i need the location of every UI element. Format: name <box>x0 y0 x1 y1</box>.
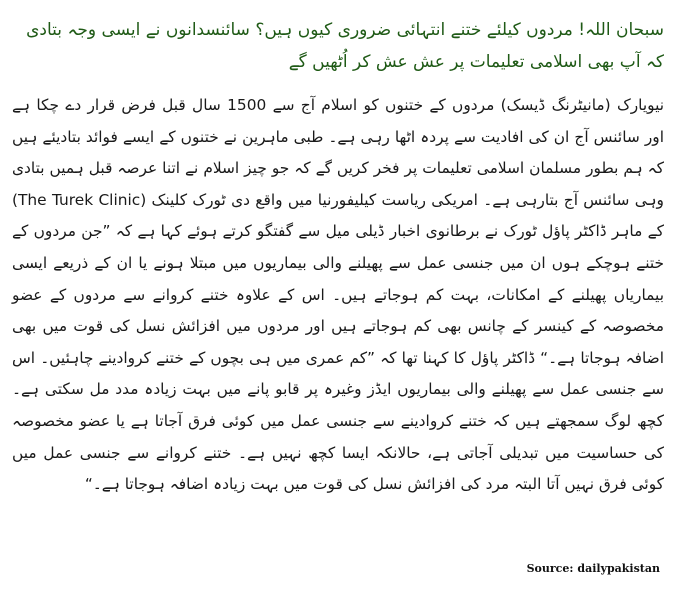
source-name: dailypakistan <box>577 562 660 575</box>
article-body: نیویارک (مانیٹرنگ ڈیسک) مردوں کے ختنوں کو اسلام آج سے 1500 سال قبل فرض قرار دے چکا ہے اور سائنس آج ان کی افادیت سے پردہ اٹھا رہی ہے۔ طبی ماہرین نے ختنوں کے ایسے فوائد بتادیئے ہیں کہ ہم بطور مسلمان اسلامی تعلیمات پر فخر کریں گے کہ جو چیز اسلام نے اتنا عرصہ قبل ہمیں بتادی وہی سائنس آج بتارہی ہے۔ امریکی ریاست کیلیفورنیا میں واقع دی ٹورک کلینک (The Turek Clinic) کے ماہر ڈاکٹر پاؤل ٹورک نے برطانوی اخبار ڈیلی میل سے گفتگو کرتے ہوئے کہا ہے کہ ”جن مردوں کے ختنے ہوچکے ہوں ان میں جنسی عمل سے پھیلنے والی بیماریوں میں مبتلا ہونے یا ان کے ذریعے ایسی بیماریاں پھیلنے کے امکانات، بہت کم ہوجاتے ہیں۔ اس کے علاوہ ختنے کروانے سے مردوں کے عضو مخصوصہ کے کینسر کے چانس بھی کم ہوجاتے ہیں اور مردوں میں افزائش نسل کی قوت میں بھی اضافہ ہوجاتا ہے۔“ ڈاکٹر پاؤل کا کہنا تھا کہ ”کم عمری میں ہی بچوں کے ختنے کروادینے چاہئیں۔ اس سے جنسی عمل سے پھیلنے والی بیماریوں ایڈز وغیرہ پر قابو پانے میں بہت زیادہ مدد مل سکتی ہے۔ کچھ لوگ سمجھتے ہیں کہ ختنے کروادینے سے جنسی عمل میں کوئی فرق آجاتا ہے یا عضو مخصوصہ کی حساسیت میں تبدیلی آجاتی ہے، حالانکہ ایسا کچھ نہیں ہے۔ ختنے کروانے سے جنسی عمل میں کوئی فرق نہیں آتا البتہ مرد کی افزائش نسل کی قوت میں بہت زیادہ اضافہ ہوجاتا ہے۔“ <box>12 96 664 494</box>
article-headline: سبحان اللہ! مردوں کیلئے ختنے انتہائی ضروری کیوں ہیں؟ سائنسدانوں نے ایسی وجہ بتادی کہ آپ بھی اسلامی تعلیمات پر عش عش کر اُٹھیں گے <box>26 20 664 72</box>
source-credit <box>527 562 660 575</box>
source-label: Source: <box>526 562 574 575</box>
